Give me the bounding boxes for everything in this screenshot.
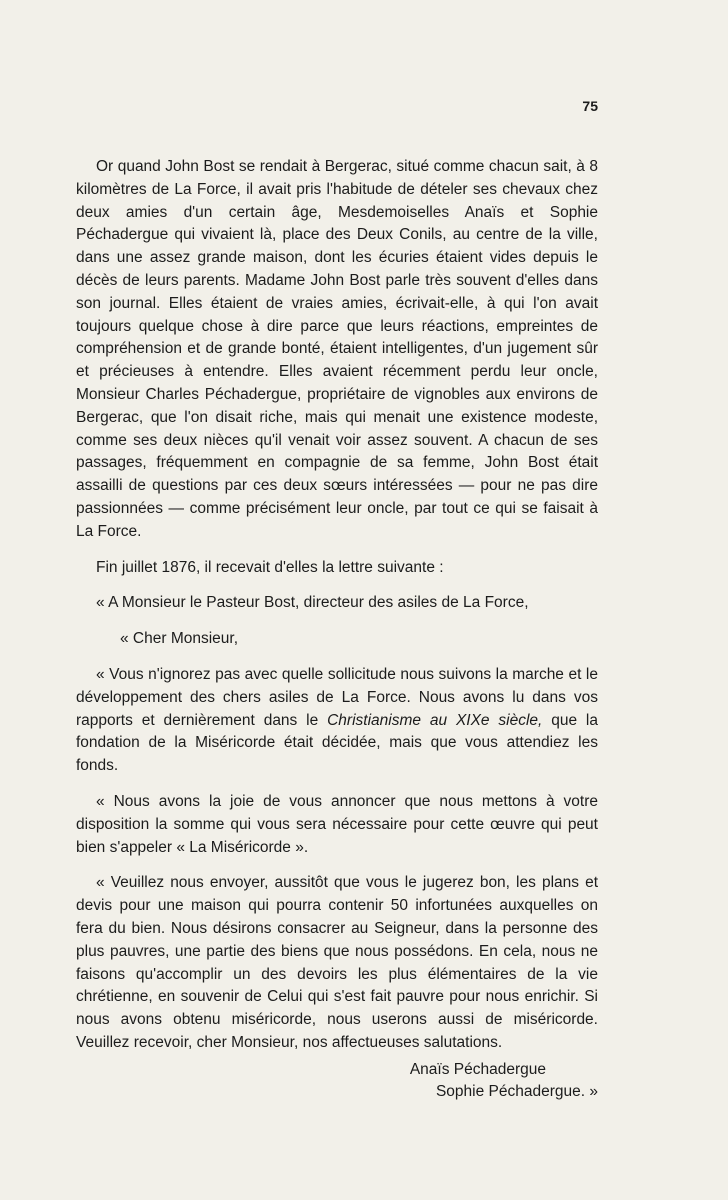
page-number: 75 xyxy=(582,98,598,114)
paragraph-narrative: Or quand John Bost se rendait à Bergerac, situé comme chacun sait, à 8 kilomètres de La Force, il avait pris l'habitude de dételer ses chevaux chez deux amies d'un certain âge, Mesdemoiselles Anaïs et Sophie Péchadergue qui vivaient là, place des Deux Conils, au centre de la ville, dans une assez grande maison, dont les écuries étaient vides depuis le décès de leurs parents. Madame John Bost parle très souvent d'elles dans son journal. Elles étaient de vraies amies, écrivait-elle, à qui l'on avait toujours quelque chose à dire parce que leurs réactions, empreintes de compréhension et de grande bonté, étaient intelligentes, d'un jugement sûr et précieuses à entendre. Elles avaient récemment perdu leur oncle, Monsieur Charles Péchadergue, propriétaire de vignobles aux environs de Bergerac, que l'on disait riche, mais qui menait une existence modeste, comme ses deux nièces qu'il venait voir assez souvent. A chacun de ses passages, fréquemment en compagnie de sa femme, John Bost était assailli de questions par ces deux sœurs intéressées — pour ne pas dire passionnées — comme précisément leur oncle, par tout ce qui se faisait à La Force. xyxy=(76,158,598,540)
letter-paragraph-2: « Nous avons la joie de vous annoncer que nous mettons à votre disposition la somme qui vous sera nécessaire pour cette œuvre qui peut bien s'appeler « La Miséricorde ». xyxy=(76,792,598,856)
paragraph-intro-letter: Fin juillet 1876, il recevait d'elles la lettre suivante : xyxy=(96,558,444,576)
signature-sophie: Sophie Péchadergue. » xyxy=(435,1083,598,1101)
letter-paragraph-1 xyxy=(76,664,598,778)
signature-anais: Anaïs Péchadergue xyxy=(409,1060,546,1078)
letter-paragraph-3: « Veuillez nous envoyer, aussitôt que vous le jugerez bon, les plans et devis pour une maison qui pourra contenir 50 infortunées auxquelles on fera du bien. Nous désirons consacrer au Seigneur, dans la personne des plus pauvres, une partie des biens que nous possédons. En cela, nous ne faisons qu'accomplir un des devoirs les plus élémentaires de la vie chrétienne, en souvenir de Celui qui s'est fait pauvre pour nous enrichir. Si nous avons obtenu miséricorde, nous userons aussi de miséricorde. Veuillez recevoir, cher Monsieur, nos affectueuses salutations. xyxy=(76,874,598,1051)
journal-title: Christianisme au XIXe siècle, xyxy=(327,711,543,729)
body-text xyxy=(76,156,598,1104)
letter-salutation: « Cher Monsieur, xyxy=(120,630,239,648)
letter-address: « A Monsieur le Pasteur Bost, directeur des asiles de La Force, xyxy=(96,594,529,612)
signatures xyxy=(76,1059,598,1105)
letter-paragraph-1-start: « Vous n'ignorez pas avec quelle sollicitude nous suivons la marche et le développement des chers asiles de La Force. Nous avons lu dans vos rapports et dernièrement dans le xyxy=(76,665,598,729)
letter-paragraph-1-end: que la fondation de la Miséricorde était décidée, mais que vous attendiez les fonds. xyxy=(76,711,598,775)
